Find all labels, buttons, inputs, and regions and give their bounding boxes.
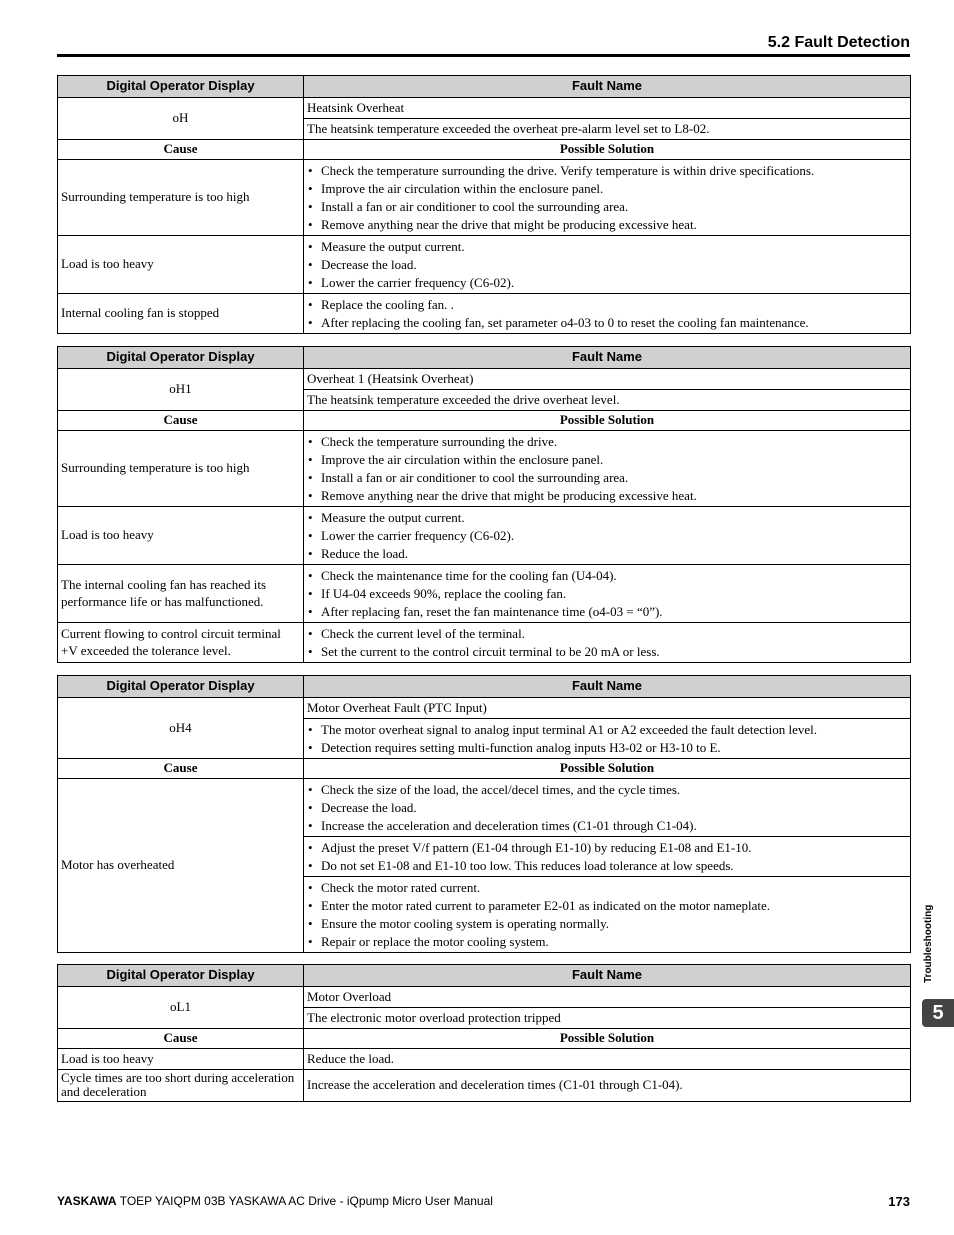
solution-header: Possible Solution — [304, 411, 911, 431]
cause-cell: Cycle times are too short during acceleration and deceleration — [58, 1070, 304, 1102]
solution-cell — [304, 236, 911, 294]
solution-cell — [304, 837, 911, 877]
fault-name: Motor Overheat Fault (PTC Input) — [304, 698, 911, 719]
solution-item: • Check the size of the load, the accel/decel times, and the cycle times. — [307, 781, 907, 798]
solution-cell — [304, 623, 911, 663]
solution-item: • Increase the acceleration and deceleration times (C1-01 through C1-04). — [307, 817, 907, 834]
fault-table-oh4 — [57, 675, 911, 953]
section-title: 5.2 Fault Detection — [767, 34, 910, 51]
fault-description — [304, 719, 911, 759]
solution-item: • Lower the carrier frequency (C6-02). — [307, 527, 907, 544]
solution-item: • Decrease the load. — [307, 256, 907, 273]
solution-item: • Check the motor rated current. — [307, 879, 907, 896]
footer-brand: YASKAWA — [57, 1194, 117, 1208]
fault-description: The heatsink temperature exceeded the drive overheat level. — [304, 390, 911, 411]
fault-code: oH1 — [58, 369, 304, 411]
fault-table-ol1 — [57, 964, 911, 1102]
fault-table-oh — [57, 75, 911, 334]
solution-cell — [304, 294, 911, 334]
solution-item: • Remove anything near the drive that might be producing excessive heat. — [307, 487, 907, 504]
solution-item: • Decrease the load. — [307, 799, 907, 816]
cause-header: Cause — [58, 1029, 304, 1049]
cause-cell: Surrounding temperature is too high — [58, 160, 304, 236]
solution-item: • Reduce the load. — [307, 545, 907, 562]
solution-item: • After replacing fan, reset the fan maintenance time (o4-03 = “0”). — [307, 603, 907, 620]
fault-name-header: Fault Name — [304, 965, 911, 987]
chapter-tab: 5 — [922, 999, 954, 1027]
fault-name-header: Fault Name — [304, 76, 911, 98]
side-tab-label: Troubleshooting — [923, 904, 934, 983]
cause-cell: Load is too heavy — [58, 507, 304, 565]
fault-description: The heatsink temperature exceeded the overheat pre-alarm level set to L8-02. — [304, 119, 911, 140]
display-header: Digital Operator Display — [58, 965, 304, 987]
fault-name: Motor Overload — [304, 987, 911, 1008]
fault-code: oL1 — [58, 987, 304, 1029]
fault-table-oh1 — [57, 346, 911, 663]
fault-name-header: Fault Name — [304, 676, 911, 698]
solution-item: • Check the temperature surrounding the drive. Verify temperature is within drive specifications. — [307, 162, 907, 179]
solution-item: • If U4-04 exceeds 90%, replace the cooling fan. — [307, 585, 907, 602]
solution-item: • Enter the motor rated current to parameter E2-01 as indicated on the motor nameplate. — [307, 897, 907, 914]
solution-item: • After replacing the cooling fan, set parameter o4-03 to 0 to reset the cooling fan maintenance. — [307, 314, 907, 331]
solution-item: • Improve the air circulation within the enclosure panel. — [307, 180, 907, 197]
solution-item: • Check the current level of the terminal. — [307, 625, 907, 642]
footer-manual — [57, 1194, 493, 1208]
fault-name: Heatsink Overheat — [304, 98, 911, 119]
description-item: • The motor overheat signal to analog input terminal A1 or A2 exceeded the fault detection level. — [307, 721, 907, 738]
solution-item: • Repair or replace the motor cooling system. — [307, 933, 907, 950]
solution-cell — [304, 507, 911, 565]
solution-item: • Ensure the motor cooling system is operating normally. — [307, 915, 907, 932]
solution-cell: Increase the acceleration and deceleration times (C1-01 through C1-04). — [304, 1070, 911, 1102]
solution-item: • Check the temperature surrounding the drive. — [307, 433, 907, 450]
display-header: Digital Operator Display — [58, 76, 304, 98]
solution-cell — [304, 877, 911, 953]
cause-cell: Motor has overheated — [58, 779, 304, 953]
fault-description: The electronic motor overload protection tripped — [304, 1008, 911, 1029]
cause-cell: Internal cooling fan is stopped — [58, 294, 304, 334]
description-item: • Detection requires setting multi-function analog inputs H3-02 or H3-10 to E. — [307, 739, 907, 756]
solution-item: • Do not set E1-08 and E1-10 too low. This reduces load tolerance at low speeds. — [307, 857, 907, 874]
solution-item: • Improve the air circulation within the enclosure panel. — [307, 451, 907, 468]
fault-name-header: Fault Name — [304, 347, 911, 369]
cause-cell: Surrounding temperature is too high — [58, 431, 304, 507]
cause-header: Cause — [58, 140, 304, 160]
solution-item: • Measure the output current. — [307, 509, 907, 526]
cause-header: Cause — [58, 759, 304, 779]
cause-cell: Load is too heavy — [58, 1049, 304, 1070]
header-rule — [57, 54, 910, 57]
cause-cell: Load is too heavy — [58, 236, 304, 294]
solution-item: • Lower the carrier frequency (C6-02). — [307, 274, 907, 291]
solution-item: • Remove anything near the drive that might be producing excessive heat. — [307, 216, 907, 233]
solution-cell — [304, 160, 911, 236]
solution-cell: Reduce the load. — [304, 1049, 911, 1070]
page-number: 173 — [888, 1194, 910, 1209]
solution-item: • Install a fan or air conditioner to cool the surrounding area. — [307, 198, 907, 215]
display-header: Digital Operator Display — [58, 676, 304, 698]
solution-header: Possible Solution — [304, 1029, 911, 1049]
solution-item: • Install a fan or air conditioner to cool the surrounding area. — [307, 469, 907, 486]
solution-header: Possible Solution — [304, 759, 911, 779]
fault-code: oH — [58, 98, 304, 140]
solution-cell — [304, 565, 911, 623]
solution-item: • Adjust the preset V/f pattern (E1-04 through E1-10) by reducing E1-08 and E1-10. — [307, 839, 907, 856]
cause-cell: The internal cooling fan has reached its performance life or has malfunctioned. — [58, 565, 304, 623]
cause-cell: Current flowing to control circuit terminal +V exceeded the tolerance level. — [58, 623, 304, 663]
solution-item: • Replace the cooling fan. . — [307, 296, 907, 313]
solution-item: • Check the maintenance time for the cooling fan (U4-04). — [307, 567, 907, 584]
solution-cell — [304, 431, 911, 507]
fault-code: oH4 — [58, 698, 304, 759]
display-header: Digital Operator Display — [58, 347, 304, 369]
solution-header: Possible Solution — [304, 140, 911, 160]
fault-name: Overheat 1 (Heatsink Overheat) — [304, 369, 911, 390]
cause-header: Cause — [58, 411, 304, 431]
solution-item: • Measure the output current. — [307, 238, 907, 255]
solution-item: • Set the current to the control circuit terminal to be 20 mA or less. — [307, 643, 907, 660]
footer-manual-title: TOEP YAIQPM 03B YASKAWA AC Drive - iQpump Micro User Manual — [119, 1194, 493, 1208]
solution-cell — [304, 779, 911, 837]
